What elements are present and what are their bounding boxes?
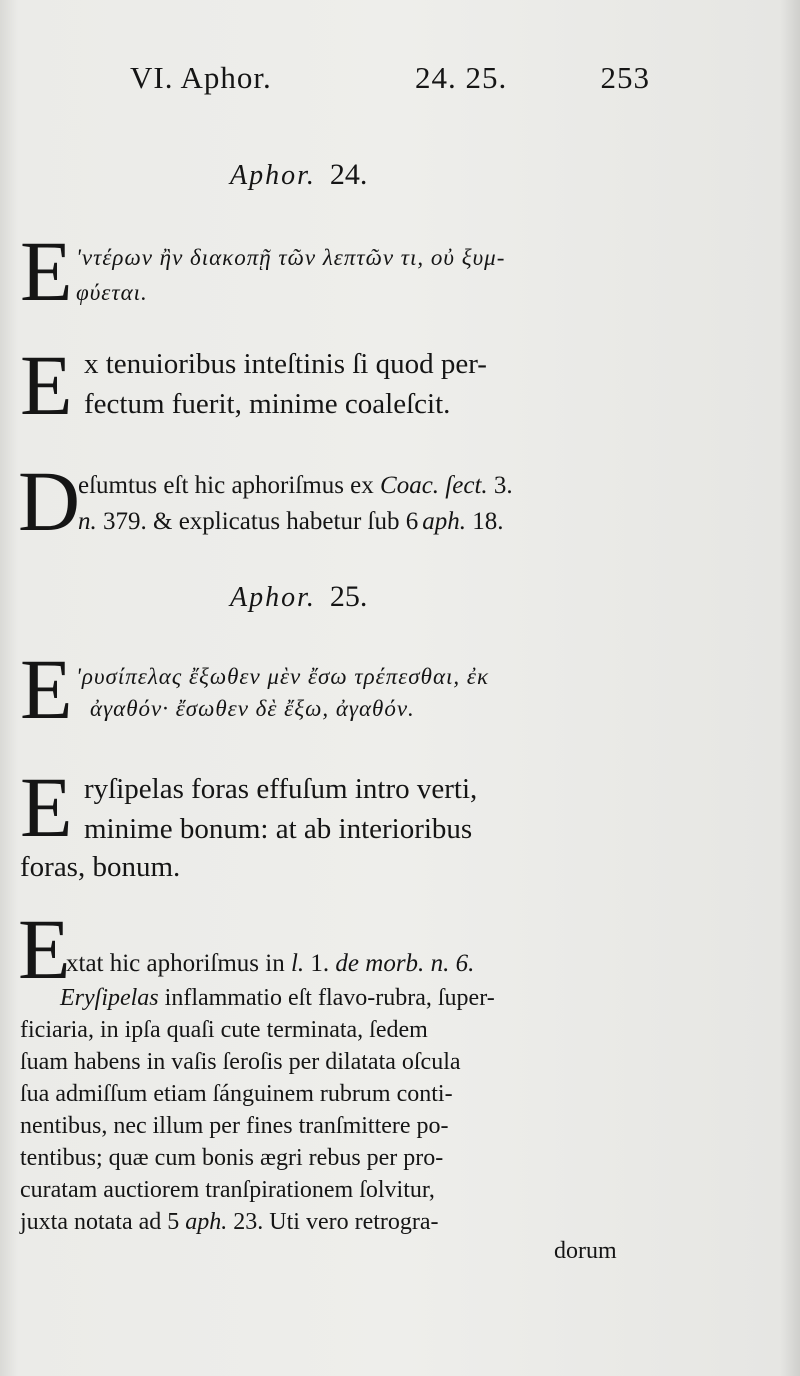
comment-25-reference: de morb. [335, 950, 425, 977]
latin-25-line-1: ryſipelas foras effuſum intro verti, [84, 773, 478, 805]
paragraph-line-6: tentibus; quæ cum bonis ægri rebus per pro- [20, 1145, 444, 1171]
header-aphorism-numbers: 24. 25. [415, 60, 508, 95]
greek-24-initial: E [20, 223, 73, 319]
greek-24-line-2: φύεται. [76, 280, 148, 305]
paragraph-line-first [60, 985, 495, 1012]
comment-24-aph-number: 18. [472, 508, 504, 535]
paragraph-term: Eryſipelas [60, 985, 159, 1011]
comment-25-l: l. [290, 950, 305, 977]
paragraph-last-text: juxta notata ad 5 [20, 1209, 180, 1235]
paragraph-line-2: ficiaria, in ipſa quaſi cute terminata, ſedem [20, 1017, 428, 1043]
page-number: 253 [600, 60, 650, 95]
greek-25-initial: E [20, 641, 73, 737]
comment-25-text: xtat hic aphoriſmus in [66, 950, 285, 977]
paragraph-line-7: curatam auctiorem tranſpirationem ſolvitur, [20, 1177, 435, 1203]
paragraph-line-8 [20, 1209, 439, 1236]
aphorism-25-heading [230, 580, 367, 614]
comment-24-n: n. [78, 508, 97, 535]
paragraph-line-5: nentibus, nec illum per fines tranſmittere po- [20, 1113, 449, 1139]
comment-25-initial: E [18, 901, 71, 997]
comment-24-reference: Coac. ſect. [380, 472, 488, 499]
paragraph-line-3: ſuam habens in vaſis ſeroſis per dilatata oſcula [20, 1049, 461, 1075]
latin-25-line-2: minime bonum: at ab interioribus [84, 813, 473, 845]
greek-24-line-1: 'ντέρων ἢν διακοπῇ τῶν λεπτῶν τι, οὐ ξυμ- [76, 245, 506, 270]
header-section: VI. Aphor. [130, 60, 272, 95]
latin-24-line-1: x tenuioribus inteſtinis ſi quod per- [84, 348, 487, 380]
comment-25-line-1 [66, 950, 474, 978]
aphorism-number: 25. [329, 580, 368, 613]
catchword: dorum [554, 1238, 617, 1264]
aphorism-number: 24. [329, 158, 368, 191]
comment-24-initial: D [18, 453, 81, 549]
latin-24-line-2: fectum fuerit, minime coaleſcit. [84, 388, 451, 420]
aphorism-24-heading [230, 158, 367, 192]
comment-24-text: eſumtus eſt hic aphoriſmus ex [78, 472, 374, 499]
paragraph-line-4: ſua admiſſum etiam ſánguinem rubrum conti- [20, 1081, 453, 1107]
paragraph-last-end: 23. Uti vero retrogra- [233, 1209, 439, 1235]
latin-25-line-3: foras, bonum. [20, 851, 181, 883]
greek-25-line-2: ἀγαθόν· ἔσωθεν δὲ ἔξω, ἀγαθόν. [90, 696, 415, 721]
comment-25-book-number: 1. [310, 950, 330, 977]
comment-24-ref-number: 3. [493, 472, 513, 499]
latin-25-initial: E [20, 759, 73, 855]
comment-25-n: n. [430, 950, 450, 977]
comment-24-line-1 [78, 472, 513, 500]
comment-24-line-2 [78, 508, 503, 536]
greek-25-line-1: 'ρυσίπελας ἔξωθεν μὲν ἔσω τρέπεσθαι, ἐκ [76, 664, 490, 689]
paragraph-line-1-text: inflammatio eſt flavo-rubra, ſuper- [164, 985, 495, 1011]
aphorism-label: Aphor. [230, 160, 316, 191]
comment-24-aph: aph. [422, 508, 466, 535]
comment-24-text-2: 379. & explicatus habetur ſub 6 [103, 508, 419, 535]
comment-25-ref-number: 6. [455, 950, 475, 977]
paragraph-aph: aph. [185, 1209, 228, 1235]
aphorism-label: Aphor. [230, 582, 316, 613]
latin-24-initial: E [20, 337, 73, 433]
